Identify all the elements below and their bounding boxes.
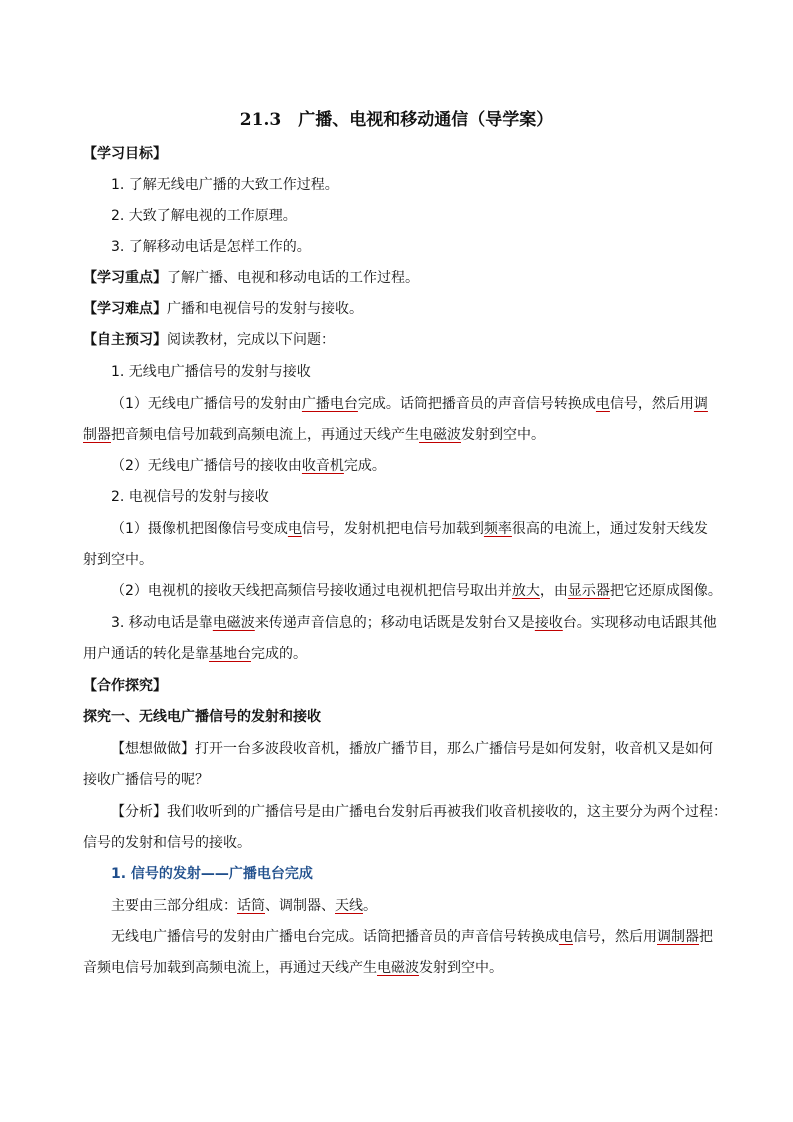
answer-blank: 天线 xyxy=(335,898,363,914)
key-point-heading: 【学习重点】 xyxy=(83,270,167,286)
answer-blank: 制器 xyxy=(83,427,111,443)
preview-q2-1-line1 xyxy=(111,519,708,539)
goals-heading: 【学习目标】 xyxy=(83,146,167,162)
answer-blank: 广播电台 xyxy=(301,396,358,412)
text-span: （2）无线电广播信号的接收由 xyxy=(111,458,302,474)
answer-blank: 电磁波 xyxy=(212,615,255,631)
text-span: 把它还原成图像。 xyxy=(609,583,722,599)
cooperate-heading: 【合作探究】 xyxy=(83,678,167,694)
text-span: 完成。 xyxy=(343,458,386,474)
text-span: ，由 xyxy=(539,583,568,599)
analysis-line1 xyxy=(111,802,727,822)
answer-blank: 电 xyxy=(559,929,573,945)
text-span: 用户通话的转化是靠 xyxy=(83,646,209,662)
text-span: 信号，然后用 xyxy=(573,929,657,945)
analysis-line2: 信号的发射和信号的接收。 xyxy=(83,835,251,851)
text-span: 我们收听到的广播信号是由广播电台发射后再被我们收音机接收的，这主要分为两个过程： xyxy=(167,804,727,820)
key-point-text: 了解广播、电视和移动电话的工作过程。 xyxy=(167,270,419,286)
answer-blank: 显示器 xyxy=(567,583,610,599)
answer-blank: 调 xyxy=(693,396,708,412)
preview-heading: 【自主预习】 xyxy=(83,332,167,348)
preview-q1-1-line2 xyxy=(83,425,545,445)
preview-q1-1-line1 xyxy=(111,394,708,414)
text-span: 把 xyxy=(699,929,713,945)
goal-item-3: 3. 了解移动电话是怎样工作的。 xyxy=(111,239,311,255)
emit-paragraph-line1 xyxy=(111,927,713,947)
text-span: 把音频电信号加载到高频电流上，再通过天线产生 xyxy=(111,427,419,443)
preview xyxy=(83,330,335,350)
answer-blank: 话筒 xyxy=(237,898,265,914)
answer-blank: 基地台 xyxy=(209,646,251,662)
page-title: 21.3 广播、电视和移动通信（导学案） xyxy=(239,110,554,130)
preview-q1: 1. 无线电广播信号的发射与接收 xyxy=(111,364,311,380)
answer-blank: 调制器 xyxy=(657,929,699,945)
text-span: 音频电信号加载到高频电流上，再通过天线产生 xyxy=(83,960,377,976)
difficulty xyxy=(83,299,363,319)
text-span: 发射到空中。 xyxy=(461,427,545,443)
text-span: （2）电视机的接收天线把高频信号接收通过电视机把信号取出并 xyxy=(111,583,512,599)
subsection-1-title: 1. 信号的发射——广播电台完成 xyxy=(111,866,313,882)
parts-line xyxy=(111,896,377,916)
text-span: 完成的。 xyxy=(251,646,307,662)
emit-paragraph-line2 xyxy=(83,958,503,978)
preview-intro: 阅读教材，完成以下问题： xyxy=(167,332,335,348)
text-span: 3. 移动电话是靠 xyxy=(111,615,213,631)
answer-blank: 电磁波 xyxy=(377,960,419,976)
text-span: 主要由三部分组成： xyxy=(111,898,237,914)
preview-q3-line1 xyxy=(111,613,717,633)
text-span: 。 xyxy=(363,898,377,914)
answer-blank: 电 xyxy=(595,396,610,412)
explore1-heading: 探究一、无线电广播信号的发射和接收 xyxy=(83,709,321,725)
analysis-tag: 【分析】 xyxy=(111,804,167,820)
text-span: 发射到空中。 xyxy=(419,960,503,976)
text-span: 信号，发射机把电信号加载到 xyxy=(301,521,484,537)
text-span: 、调制器、 xyxy=(265,898,335,914)
preview-q1-2 xyxy=(111,456,386,476)
preview-q2-2 xyxy=(111,581,722,601)
answer-blank: 接收 xyxy=(534,615,563,631)
text-span: 来传递声音信息的；移动电话既是发射台又是 xyxy=(254,615,535,631)
text-span: 台。实现移动电话跟其他 xyxy=(562,615,717,631)
answer-blank: 收音机 xyxy=(301,458,344,474)
text-span: （1）无线电广播信号的发射由 xyxy=(111,396,302,412)
answer-blank: 放大 xyxy=(511,583,540,599)
text-span: （1）摄像机把图像信号变成 xyxy=(111,521,288,537)
key-point xyxy=(83,268,419,288)
think-line2: 接收广播信号的呢？ xyxy=(83,772,209,788)
goal-item-1: 1. 了解无线电广播的大致工作过程。 xyxy=(111,177,339,193)
preview-q3-line2 xyxy=(83,644,307,664)
text-span: 信号，然后用 xyxy=(609,396,694,412)
think-line1 xyxy=(111,739,713,759)
difficulty-heading: 【学习难点】 xyxy=(83,301,167,317)
think-tag: 【想想做做】 xyxy=(111,741,195,757)
goal-item-2: 2. 大致了解电视的工作原理。 xyxy=(111,208,297,224)
preview-q2-1-line2: 射到空中。 xyxy=(83,552,153,568)
answer-blank: 电磁波 xyxy=(419,427,461,443)
text-span: 打开一台多波段收音机，播放广播节目，那么广播信号是如何发射，收音机又是如何 xyxy=(195,741,713,757)
text-span: 完成。话筒把播音员的声音信号转换成 xyxy=(357,396,596,412)
answer-blank: 电 xyxy=(287,521,302,537)
text-span: 无线电广播信号的发射由广播电台完成。话筒把播音员的声音信号转换成 xyxy=(111,929,559,945)
text-span: 很高的电流上，通过发射天线发 xyxy=(511,521,708,537)
answer-blank: 频率 xyxy=(483,521,512,537)
preview-q2: 2. 电视信号的发射与接收 xyxy=(111,489,269,505)
difficulty-text: 广播和电视信号的发射与接收。 xyxy=(167,301,363,317)
